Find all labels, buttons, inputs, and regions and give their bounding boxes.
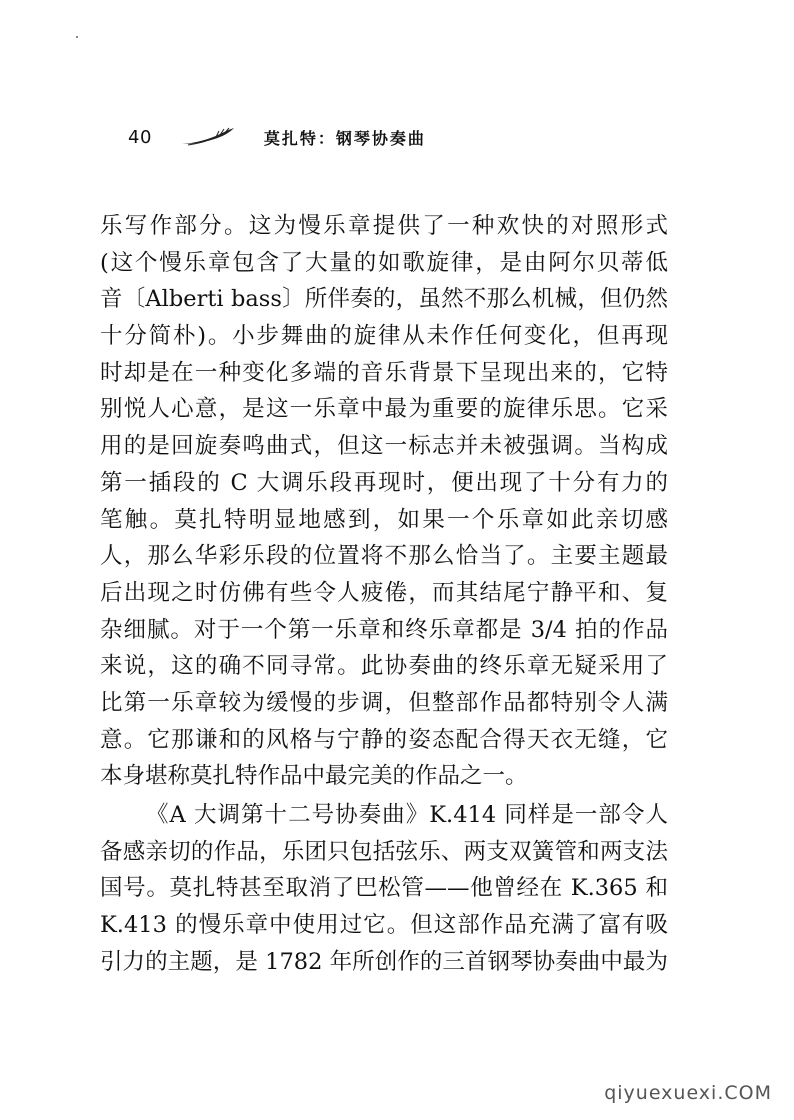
- text-line: 引力的主题，是 1782 年所创作的三首钢琴协奏曲中最为: [100, 948, 668, 975]
- text-line: 意。它那谦和的风格与宁静的姿态配合得天衣无缝，它: [100, 726, 668, 753]
- text-line: 乐写作部分。这为慢乐章提供了一种欢快的对照形式: [100, 213, 668, 239]
- text-line: (这个慢乐章包含了大量的如歌旋律，是由阿尔贝蒂低: [100, 249, 668, 276]
- text-line: 《A 大调第十二号协奏曲》K.414 同样是一部令人: [146, 802, 668, 828]
- text-line: 比第一乐章较为缓慢的步调，但整部作品都特别令人满: [100, 689, 668, 716]
- text-line: 时却是在一种变化多端的音乐背景下呈现出来的，它特: [100, 359, 668, 386]
- text-line: 用的是回旋奏鸣曲式，但这一标志并未被强调。当构成: [100, 433, 668, 460]
- page-header: [128, 122, 426, 152]
- quill-pen-icon: [180, 126, 236, 148]
- text-line: 备感亲切的作品，乐团只包括弦乐、两支双簧管和两支法: [100, 838, 668, 865]
- site-watermark: qiyuexuexi.COM: [604, 1082, 772, 1104]
- text-line: 国号。莫扎特甚至取消了巴松管——他曾经在 K.365 和: [100, 875, 668, 902]
- text-line: 音〔Alberti bass〕所伴奏的，虽然不那么机械，但仍然: [100, 286, 668, 313]
- running-title: 莫扎特：钢琴协奏曲: [263, 128, 426, 148]
- text-line: 十分简朴)。小步舞曲的旋律从未作任何变化，但再现: [100, 323, 668, 350]
- text-line: 后出现之时仿佛有些令人疲倦，而其结尾宁静平和、复: [100, 579, 668, 606]
- page-number: 40: [128, 126, 152, 148]
- text-line: 本身堪称莫扎特作品中最完美的作品之一。: [100, 763, 528, 790]
- scan-mark: [76, 36, 78, 38]
- text-line: 人，那么华彩乐段的位置将不那么恰当了。主要主题最: [100, 543, 668, 570]
- body-text: [100, 208, 668, 980]
- text-line: 杂细腻。对于一个第一乐章和终乐章都是 3/4 拍的作品: [100, 616, 668, 643]
- text-line: 来说，这的确不同寻常。此协奏曲的终乐章无疑采用了: [100, 653, 668, 680]
- paragraph-2: [100, 797, 668, 980]
- paragraph-1: [100, 208, 668, 795]
- text-line: K.413 的慢乐章中使用过它。但这部作品充满了富有吸: [100, 912, 668, 939]
- text-line: 第一插段的 C 大调乐段再现时，便出现了十分有力的: [100, 469, 668, 496]
- text-line: 笔触。莫扎特明显地感到，如果一个乐章如此亲切感: [100, 506, 668, 533]
- text-line: 别悦人心意，是这一乐章中最为重要的旋律乐思。它采: [100, 396, 668, 423]
